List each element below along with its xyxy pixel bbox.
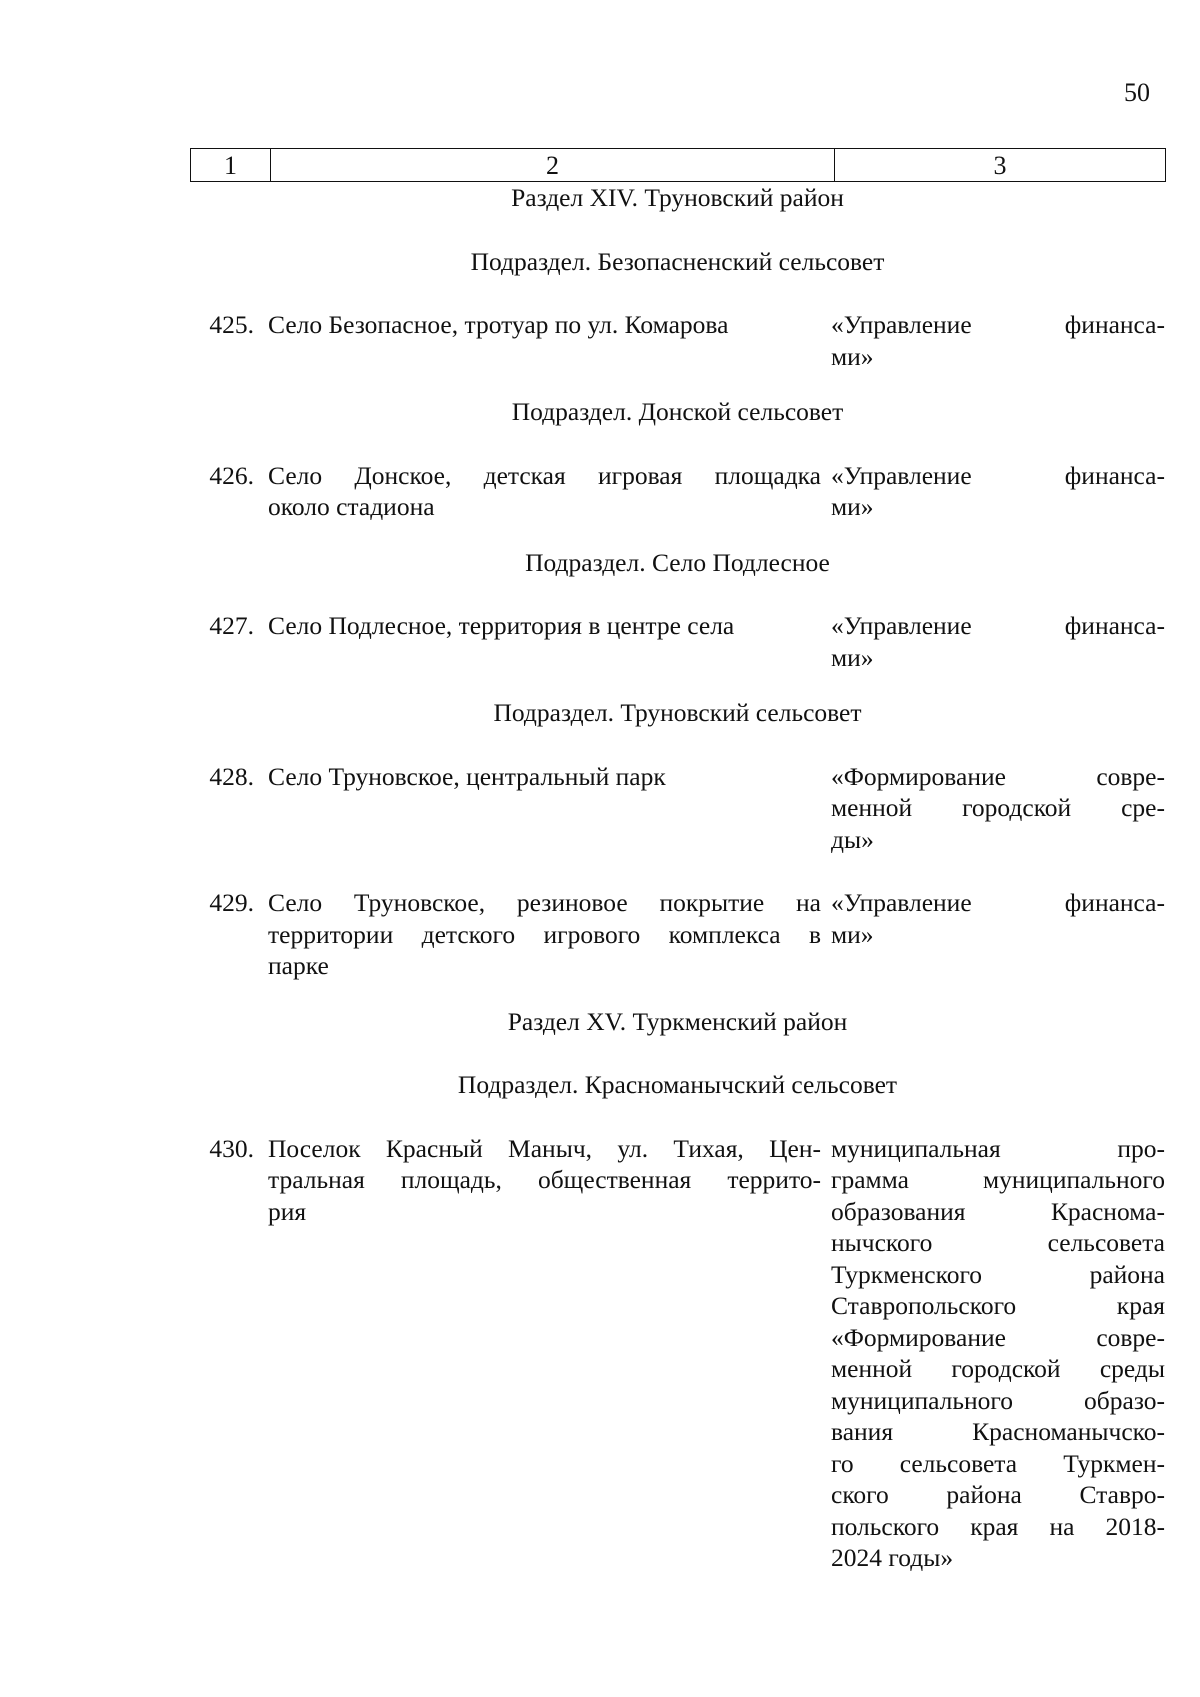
entry-number: 426. (209, 460, 254, 490)
section-heading: Раздел XIV. Труновский район (511, 183, 844, 212)
entry-description: Село Труновское, центральный парк (268, 761, 666, 791)
list-item (190, 309, 1165, 372)
entry-program-line: грамма муниципального (831, 1165, 1165, 1194)
entry-description: Село Донское, детская игровая площадка около стадиона (268, 460, 821, 521)
list-item (190, 887, 1165, 982)
entry-program-line: польского края на 2018- (831, 1511, 1165, 1541)
entry-program-line: ского района Ставро- (831, 1480, 1165, 1509)
entry-program-line: «Формирование совре- (831, 1322, 1165, 1352)
entry-program-line: менной городской среды (831, 1354, 1165, 1383)
list-item (190, 761, 1165, 856)
entry-description: Поселок Красный Маныч, ул. Тихая, Цен- тральная площадь, общественная террито- рия (268, 1133, 821, 1226)
entry-program: «Управление финанса- ми» (831, 888, 1165, 949)
entry-program-line: Туркменского района (831, 1259, 1165, 1289)
column-header-3: 3 (835, 149, 1166, 182)
subsection-heading: Подраздел. Донской сельсовет (511, 397, 844, 426)
page-number: 50 (1124, 78, 1150, 107)
entry-program: «Формирование совре- менной городской сре- ды» (831, 761, 1165, 854)
subsection-heading: Подраздел. Труновский сельсовет (493, 698, 862, 727)
column-header-table (190, 148, 1166, 182)
entry-program-line: вания Красноманычско- (831, 1417, 1165, 1446)
entry-program: «Управление финанса- ми» (831, 460, 1165, 521)
subsection-heading: Подраздел. Безопасненский сельсовет (470, 246, 885, 276)
entry-number: 429. (209, 888, 254, 917)
entry-program-line: нычского сельсовета (831, 1228, 1165, 1257)
entry-program-line: 2024 годы» (831, 1543, 954, 1572)
document-body (190, 182, 1165, 1574)
entry-description: Село Безопасное, тротуар по ул. Комарова (268, 310, 729, 339)
column-header-1: 1 (191, 149, 271, 182)
entry-program-line: го сельсовета Туркмен- (831, 1448, 1165, 1478)
entry-number: 428. (209, 761, 254, 791)
entry-description: Село Подлесное, территория в центре села (268, 611, 735, 640)
entry-program (831, 1133, 1165, 1574)
entry-program: «Управление финанса- ми» (831, 310, 1165, 371)
entry-number: 425. (209, 310, 254, 339)
entry-program-line: муниципального образо- (831, 1385, 1165, 1415)
list-item (190, 460, 1165, 523)
entry-number: 430. (209, 1133, 254, 1163)
list-item (190, 610, 1165, 673)
entry-program-line: Ставропольского края (831, 1291, 1165, 1320)
entry-number: 427. (209, 611, 254, 640)
entry-program: «Управление финанса- ми» (831, 611, 1165, 672)
entry-program-line: муниципальная про- (831, 1133, 1165, 1163)
entry-description: Село Труновское, резиновое покрытие на территории детского игрового комплекса в парке (268, 888, 821, 980)
section-heading: Раздел XV. Туркменский район (507, 1006, 848, 1036)
subsection-heading: Подраздел. Красноманычский сельсовет (457, 1070, 898, 1099)
column-header-2: 2 (271, 149, 835, 182)
list-item (190, 1133, 1165, 1574)
subsection-heading: Подраздел. Село Подлесное (525, 547, 830, 577)
entry-program-line: образования Краснома- (831, 1196, 1165, 1226)
